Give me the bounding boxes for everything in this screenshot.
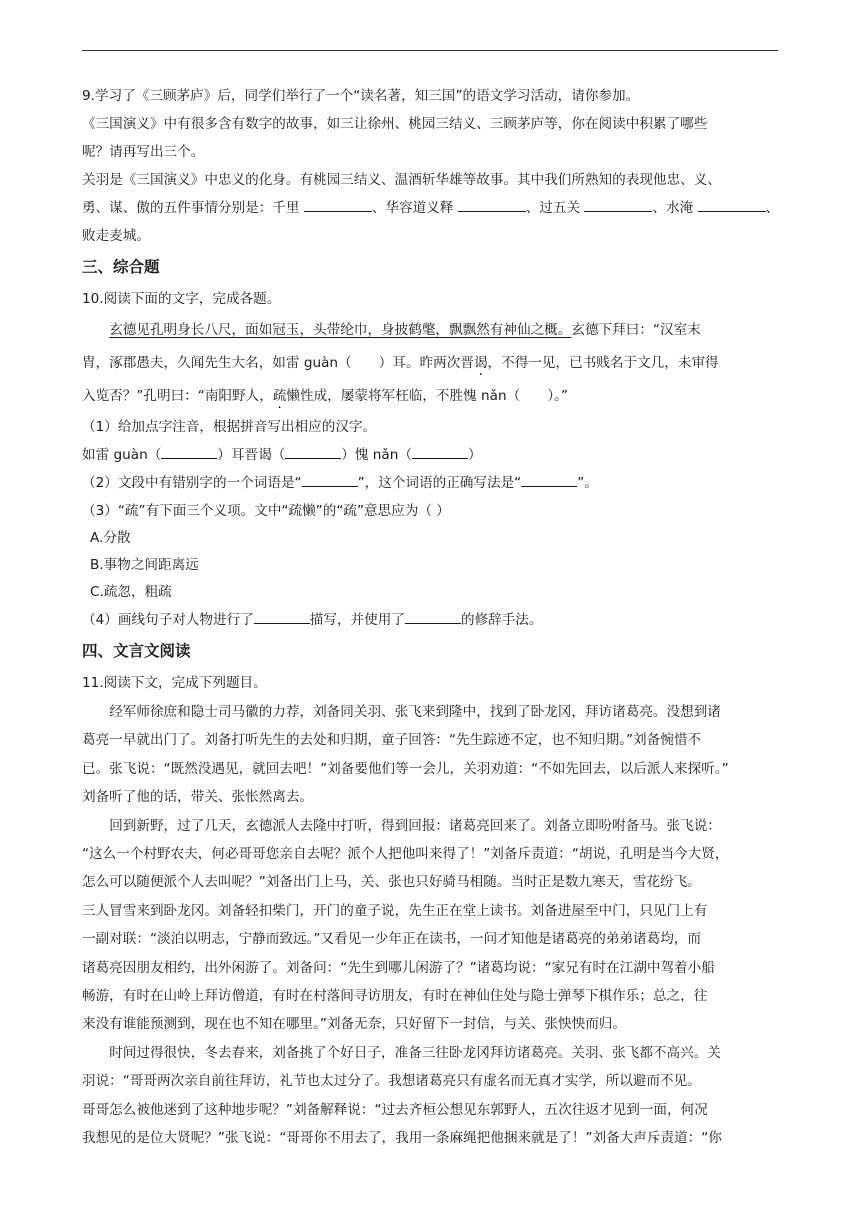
question-9-prompt-1-line-1: 《三国演义》中有很多含有数字的故事，如三让徐州、桃园三结义、三顾茅庐等，你在阅读中积累了哪些	[82, 116, 708, 132]
story-paragraph-2	[82, 812, 782, 1039]
text-segment: （4）画线句子对人物进行了	[82, 612, 254, 628]
question-9-prompt-2-line-1: 关羽是《三国演义》中忠义的化身。有桃园三结义、温酒斩华雄等故事。其中我们所熟知的表现他忠、义、	[82, 172, 721, 188]
paragraph-line: 哥哥怎么被他迷到了这种地步呢？”刘备解释说：“过去齐桓公想见东郭野人，五次往返才见到一面，何况	[82, 1101, 708, 1118]
text-segment: 、过五关	[525, 200, 585, 216]
paragraph-line: 回到新野，过了几天，玄德派人去隆中打听，得到回报：诸葛亮回来了。刘备立即吩咐备马。张飞说：	[109, 817, 721, 834]
answer-blank[interactable]	[302, 472, 358, 487]
document-body	[82, 82, 782, 1153]
text-segment: ）愧 nǎn（	[341, 447, 412, 463]
answer-blank[interactable]	[458, 197, 526, 212]
question-9-title: 9.学习了《三顾茅庐》后，同学们举行了一个“读名著，知三国”的语文学习活动，请你参加。	[82, 88, 640, 104]
text-segment: 、华容道义释	[371, 200, 458, 216]
text-segment: 玄德下拜曰：“汉室末	[571, 322, 701, 338]
sub-question-4	[82, 606, 782, 634]
section-heading-4: 四、文言文阅读	[82, 642, 191, 660]
section-heading-3: 三、综合题	[82, 258, 160, 276]
passage-line-3	[82, 380, 782, 413]
paragraph-line: 刘备听了他的话，带关、张怅然离去。	[82, 789, 314, 806]
text-segment: 的修辞手法。	[460, 612, 543, 628]
paragraph-line: “这么一个村野农夫，何必哥哥您亲自去呢？派个人把他叫来得了！”刘备斥责道：“胡说，孔明是当今大贤，	[82, 846, 729, 863]
sub-question-1-fill	[82, 441, 782, 469]
text-segment: 懒性成，屡蒙将军枉临，不胜愧 nǎn（ ）。”	[286, 388, 569, 404]
question-9-prompt-2-line-2	[82, 194, 782, 222]
text-segment: 入览否？”孔明曰：“南阳野人，	[82, 388, 273, 404]
answer-blank[interactable]	[161, 444, 217, 459]
story-paragraph-1	[82, 698, 782, 812]
sub-question-2	[82, 469, 782, 497]
sub-question-1: （1）给加点字注音，根据拼音写出相应的汉字。	[82, 419, 377, 435]
option-a[interactable]: A.分散	[90, 530, 131, 546]
paragraph-line: 经军师徐庶和隐士司马徽的力荐，刘备同关羽、张飞来到隆中，找到了卧龙冈，拜访诸葛亮。没想到诸	[109, 704, 721, 720]
paragraph-line: 已。张飞说：“既然没遇见，就回去吧！”刘备要他们等一会儿，关羽劝道：“不如先回去，以后派人来探听。”	[82, 760, 729, 777]
answer-blank[interactable]	[405, 609, 461, 624]
dotted-character: 谒	[473, 355, 488, 371]
paragraph-line: 畅游，有时在山岭上拜访僧道，有时在村落间寻访朋友，有时在神仙住处与隐士弹琴下棋作乐；总之，往	[82, 988, 708, 1005]
option-b[interactable]: B.事物之间距离远	[90, 557, 199, 573]
answer-blank[interactable]	[254, 609, 310, 624]
text-segment: 、水淹	[652, 200, 698, 216]
answer-blank[interactable]	[584, 197, 652, 212]
underlined-sentence: 玄德见孔明身长八尺，面如冠玉，头带纶巾，身披鹤氅，飘飘然有神仙之概。	[109, 322, 572, 338]
text-segment: 胄，涿郡愚夫，久闻先生大名，如雷 guàn（ ）耳。昨两次晋	[82, 355, 474, 371]
question-11	[82, 668, 782, 1153]
story-paragraph-3	[82, 1039, 782, 1153]
paragraph-line: 一副对联：“淡泊以明志，宁静而致远。”又看见一少年正在读书，一问才知他是诸葛亮的弟弟诸葛均，而	[82, 931, 702, 948]
paragraph-line: 来没有谁能预测到，现在也不知在哪里。”刘备无奈，只好留下一封信，与关、张怏怏而归。	[82, 1016, 626, 1033]
text-segment: 如雷 guàn（	[82, 447, 162, 463]
question-10-title: 10.阅读下面的文字，完成各题。	[82, 291, 281, 307]
text-segment: 描写，并使用了	[309, 612, 405, 628]
question-9-prompt-2-line-3: 败走麦城。	[82, 228, 150, 244]
paragraph-line: 诸葛亮因朋友相约，出外闲游了。刘备问：“先生到哪儿闲游了？”诸葛均说：“家兄有时在江湖中驾着小船	[82, 959, 715, 976]
text-segment: ”。	[577, 475, 598, 491]
passage-line-1	[82, 314, 782, 347]
paragraph-line: 羽说：“哥哥两次亲自前往拜访，礼节也太过分了。我想诸葛亮只有虚名而无真才实学，所以避而不见。	[82, 1073, 701, 1090]
text-segment: 、	[765, 200, 780, 216]
answer-blank[interactable]	[521, 472, 577, 487]
header-rule	[82, 50, 778, 51]
paragraph-line: 三人冒雪来到卧龙冈。刘备轻扣柴门，开门的童子说，先生正在堂上读书。刘备进屋至中门，只见门上有	[82, 902, 708, 919]
answer-blank[interactable]	[412, 444, 468, 459]
question-11-title: 11.阅读下文，完成下列题目。	[82, 675, 267, 691]
text-segment: ）耳晋谒（	[217, 447, 286, 463]
paragraph-line: 时间过得很快，冬去春来，刘备挑了个好日子，准备三往卧龙冈拜访诸葛亮。关羽、张飞都不高兴。关	[109, 1044, 721, 1061]
question-9-prompt-1-line-2: 呢？请再写出三个。	[82, 144, 205, 160]
text-segment: ”，这个词语的正确写法是“	[357, 475, 522, 491]
answer-blank[interactable]	[698, 197, 766, 212]
paragraph-line: 怎么可以随便派个人去叫呢？”刘备出门上马，关、张也只好骑马相随。当时正是数九寒天，雪花纷飞。	[82, 874, 701, 891]
option-c[interactable]: C.疏忽，粗疏	[90, 584, 172, 600]
answer-blank[interactable]	[285, 444, 341, 459]
answer-blank[interactable]	[304, 197, 372, 212]
passage-line-2	[82, 347, 782, 380]
text-segment: ，不得一见，已书贱名于文几，未审得	[487, 355, 719, 371]
question-9	[82, 82, 782, 250]
paragraph-line: 葛亮一早就出门了。刘备打听先生的去处和归期，童子回答：“先生踪迹不定，也不知归期。”刘备惋惜不	[82, 732, 702, 749]
dotted-character: 疏	[272, 388, 287, 404]
question-10	[82, 284, 782, 634]
paragraph-line: 我想见的是位大贤呢？”张飞说：“哥哥你不用去了，我用一条麻绳把他捆来就是了！”刘备大声斥责道：“你	[82, 1130, 722, 1147]
text-segment: ）	[467, 447, 482, 463]
text-segment: （2）文段中有错别字的一个词语是“	[82, 475, 302, 491]
text-segment: 勇、谋、傲的五件事情分别是：千里	[82, 200, 304, 216]
sub-question-3: （3）“疏”有下面三个义项。文中“疏懒”的“疏”意思应为（ ）	[82, 503, 450, 519]
